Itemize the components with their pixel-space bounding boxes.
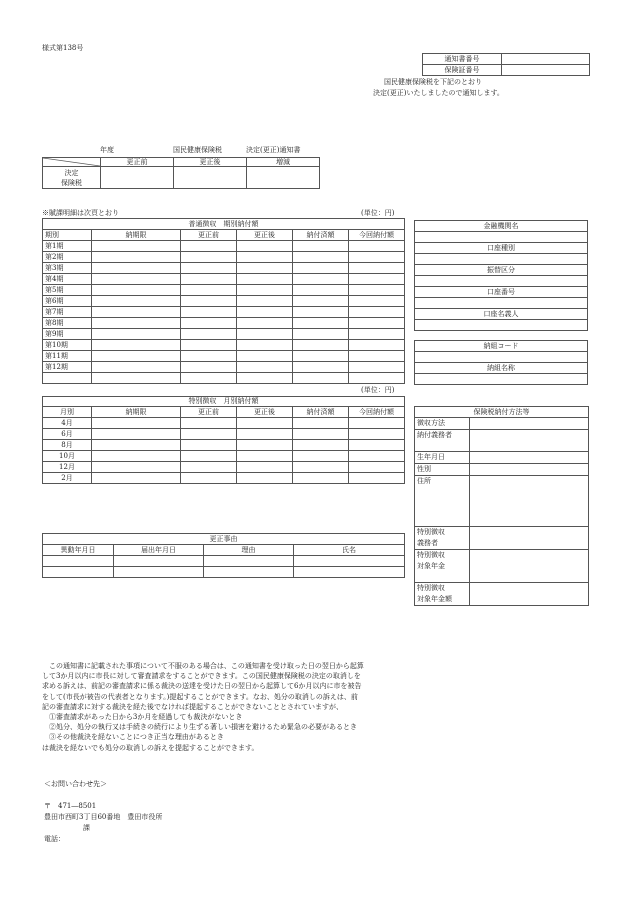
summary-header-after: 更正後 xyxy=(174,158,247,167)
amount-cell xyxy=(181,296,237,307)
amount-cell xyxy=(237,429,293,440)
amount-cell xyxy=(237,318,293,329)
insurance-card-number-row xyxy=(423,65,590,76)
month-label: 8月 xyxy=(43,440,92,451)
amount-cell xyxy=(293,318,349,329)
summary-row-label xyxy=(43,167,101,189)
payment-field-value xyxy=(470,527,589,550)
payment-method-table xyxy=(414,406,589,606)
notice-number-value xyxy=(502,54,590,65)
amount-cell xyxy=(237,451,293,462)
period-row xyxy=(43,362,405,373)
contact-address: 豊田市西町3丁目60番地 豊田市役所 xyxy=(44,813,163,821)
fiscal-year-label: 年度 xyxy=(100,146,114,154)
notice-line-2: 決定(更正)いたしましたので通知します。 xyxy=(373,89,504,97)
summary-value-after xyxy=(174,167,247,189)
period-row xyxy=(43,373,405,384)
appeal-text-line: して3か月以内に市長に対して審査請求をすることができます。この国民健康保険税の決定の取消しを xyxy=(42,672,361,681)
reason-header-row xyxy=(43,545,405,556)
amount-cell xyxy=(181,429,237,440)
payment-field-value xyxy=(470,583,589,606)
amount-cell xyxy=(349,329,405,340)
payment-field-label: 特別徴収 対象年金額 xyxy=(415,583,470,606)
header-name: 氏名 xyxy=(294,545,405,556)
appeal-text-line: ②処分、処分の執行又は手続きの続行により生ずる著しい損害を避けるため緊急の必要があるとき xyxy=(42,723,357,732)
amount-cell xyxy=(92,285,181,296)
amount-cell xyxy=(349,318,405,329)
header-reason: 理由 xyxy=(204,545,294,556)
union-field-label: 納組名称 xyxy=(415,363,588,374)
payment-field-label: 生年月日 xyxy=(415,452,470,464)
bank-field-value xyxy=(415,298,588,309)
special-unit-label: (単位：円) xyxy=(361,386,395,394)
month-row xyxy=(43,473,405,484)
period-label: 第4期 xyxy=(43,274,92,285)
period-row xyxy=(43,307,405,318)
summary-table xyxy=(42,157,320,189)
header-before: 更正前 xyxy=(181,407,237,418)
amount-cell xyxy=(349,418,405,429)
period-row xyxy=(43,351,405,362)
amount-cell xyxy=(181,329,237,340)
amount-cell xyxy=(293,296,349,307)
regular-table-body xyxy=(43,241,405,384)
amount-cell xyxy=(237,418,293,429)
union-value-row xyxy=(415,374,588,385)
insurance-card-number-label: 保険証番号 xyxy=(423,65,502,76)
amount-cell xyxy=(293,263,349,274)
amount-cell xyxy=(293,373,349,384)
payment-field-label: 住所 xyxy=(415,476,470,527)
amount-cell xyxy=(181,263,237,274)
payment-method-row xyxy=(415,550,589,583)
period-label: 第5期 xyxy=(43,285,92,296)
header-paid: 納付済額 xyxy=(293,407,349,418)
amount-cell xyxy=(92,473,181,484)
appeal-notice xyxy=(42,661,364,753)
unit-label: (単位：円) xyxy=(361,209,395,217)
month-label: 2月 xyxy=(43,473,92,484)
union-field-label: 納組コード xyxy=(415,341,588,352)
amount-cell xyxy=(181,307,237,318)
amount-cell xyxy=(237,362,293,373)
appeal-text-line: ③その他裁決を経ないことにつき正当な理由があるとき xyxy=(42,733,224,742)
amount-cell xyxy=(349,373,405,384)
notice-number-label: 通知書番号 xyxy=(423,54,502,65)
period-row xyxy=(43,263,405,274)
breakdown-note: ※賦課明細は次頁とおり xyxy=(42,209,119,217)
regular-header-row xyxy=(43,230,405,241)
amount-cell xyxy=(92,418,181,429)
form-number: 様式第138号 xyxy=(42,44,84,52)
amount-cell xyxy=(237,340,293,351)
bank-field-value xyxy=(415,232,588,243)
payment-method-title-row xyxy=(415,407,589,418)
notice-number-row xyxy=(423,54,590,65)
amount-cell xyxy=(293,274,349,285)
amount-cell xyxy=(92,329,181,340)
amount-cell xyxy=(181,285,237,296)
amount-cell xyxy=(293,462,349,473)
amount-cell xyxy=(92,429,181,440)
special-collection-table xyxy=(42,396,405,484)
bank-field-value xyxy=(415,254,588,265)
bank-label-row xyxy=(415,309,588,320)
payment-method-body xyxy=(415,418,589,606)
amount-cell xyxy=(349,340,405,351)
month-label: 12月 xyxy=(43,462,92,473)
appeal-text-line: は裁決を経ないでも処分の取消しの訴えを提起することができます。 xyxy=(42,743,259,752)
appeal-text-line: をして(市長が被告の代表者となります。)提起することができます。なお、処分の取消しの訴えは、前 xyxy=(42,692,358,701)
payment-method-row xyxy=(415,476,589,527)
amount-cell xyxy=(293,451,349,462)
amount-cell xyxy=(349,252,405,263)
bank-field-label: 口座種別 xyxy=(415,243,588,254)
bank-field-label: 振替区分 xyxy=(415,265,588,276)
summary-value-before xyxy=(101,167,174,189)
correction-reason-table xyxy=(42,533,405,578)
amount-cell xyxy=(92,318,181,329)
diagonal-line-icon xyxy=(43,158,100,166)
amount-cell xyxy=(237,241,293,252)
reason-table-title: 更正事由 xyxy=(43,534,405,545)
amount-cell xyxy=(293,440,349,451)
amount-cell xyxy=(237,252,293,263)
period-label: 第3期 xyxy=(43,263,92,274)
bank-table-body xyxy=(415,221,588,331)
bank-value-row xyxy=(415,320,588,331)
period-row xyxy=(43,285,405,296)
amount-cell xyxy=(237,307,293,318)
special-table-body xyxy=(43,418,405,484)
header-due-date: 納期限 xyxy=(92,407,181,418)
payment-field-label: 納付義務者 xyxy=(415,430,470,452)
amount-cell xyxy=(349,451,405,462)
bank-value-row xyxy=(415,298,588,309)
contact-postal-code: 〒 471―8501 xyxy=(44,802,97,810)
bank-account-table xyxy=(414,220,588,331)
amount-cell xyxy=(349,462,405,473)
union-table-body xyxy=(415,341,588,385)
payment-method-row xyxy=(415,527,589,550)
bank-label-row xyxy=(415,221,588,232)
header-this-payment: 今回納付額 xyxy=(349,230,405,241)
amount-cell xyxy=(181,274,237,285)
period-label: 第9期 xyxy=(43,329,92,340)
payment-method-row xyxy=(415,430,589,452)
amount-cell xyxy=(237,440,293,451)
notice-line-1: 国民健康保険税を下記のとおり xyxy=(384,78,482,86)
payment-field-label: 徴収方法 xyxy=(415,418,470,430)
union-label-row xyxy=(415,363,588,374)
amount-cell xyxy=(349,274,405,285)
amount-cell xyxy=(293,241,349,252)
header-notification-date: 届出年月日 xyxy=(114,545,204,556)
bank-field-label: 口座番号 xyxy=(415,287,588,298)
bank-field-value xyxy=(415,320,588,331)
contact-phone-label: 電話： xyxy=(44,835,65,843)
period-label: 第6期 xyxy=(43,296,92,307)
period-row xyxy=(43,329,405,340)
period-label: 第8期 xyxy=(43,318,92,329)
month-label: 4月 xyxy=(43,418,92,429)
month-row xyxy=(43,429,405,440)
summary-header-row xyxy=(43,158,320,167)
bank-label-row xyxy=(415,287,588,298)
header-change-date: 異動年月日 xyxy=(43,545,114,556)
period-label: 第11期 xyxy=(43,351,92,362)
bank-label-row xyxy=(415,243,588,254)
contact-heading: ＜お問い合わせ先＞ xyxy=(44,780,107,788)
period-row xyxy=(43,318,405,329)
union-label-row xyxy=(415,341,588,352)
amount-cell xyxy=(293,351,349,362)
payment-field-value xyxy=(470,550,589,583)
summary-header-before: 更正前 xyxy=(101,158,174,167)
header-before: 更正前 xyxy=(181,230,237,241)
summary-row-label-line1: 決定 xyxy=(64,168,79,177)
special-title-row xyxy=(43,397,405,407)
amount-cell xyxy=(237,329,293,340)
period-row xyxy=(43,274,405,285)
amount-cell xyxy=(92,351,181,362)
amount-cell xyxy=(349,473,405,484)
month-label: 6月 xyxy=(43,429,92,440)
amount-cell xyxy=(349,296,405,307)
header-after: 更正後 xyxy=(237,407,293,418)
amount-cell xyxy=(181,241,237,252)
union-field-value xyxy=(415,374,588,385)
bank-field-label: 金融機関名 xyxy=(415,221,588,232)
regular-table-title: 普通徴収 期別納付額 xyxy=(43,219,405,230)
payment-field-label: 性別 xyxy=(415,464,470,476)
bank-label-row xyxy=(415,265,588,276)
header-after: 更正後 xyxy=(237,230,293,241)
union-value-row xyxy=(415,352,588,363)
amount-cell xyxy=(293,418,349,429)
payment-field-value xyxy=(470,430,589,452)
reason-row xyxy=(43,556,405,567)
amount-cell xyxy=(349,362,405,373)
payment-field-value xyxy=(470,464,589,476)
id-number-table xyxy=(422,53,590,76)
amount-cell xyxy=(237,285,293,296)
appeal-text-line: ①審査請求があった日から3か月を経過しても裁決がないとき xyxy=(42,713,243,722)
bank-field-value xyxy=(415,276,588,287)
amount-cell xyxy=(181,462,237,473)
period-row xyxy=(43,296,405,307)
regular-title-row xyxy=(43,219,405,230)
period-label xyxy=(43,373,92,384)
amount-cell xyxy=(181,418,237,429)
payment-field-label: 特別徴収 義務者 xyxy=(415,527,470,550)
amount-cell xyxy=(92,263,181,274)
amount-cell xyxy=(92,451,181,462)
bank-value-row xyxy=(415,254,588,265)
amount-cell xyxy=(293,340,349,351)
amount-cell xyxy=(181,362,237,373)
document-title: 決定(更正)通知書 xyxy=(246,146,301,154)
amount-cell xyxy=(293,429,349,440)
contact-department: 課 xyxy=(83,824,90,832)
payment-method-title: 保険税納付方法等 xyxy=(415,407,589,418)
payment-field-value xyxy=(470,476,589,527)
period-label: 第10期 xyxy=(43,340,92,351)
reason-title-row xyxy=(43,534,405,545)
header-paid: 納付済額 xyxy=(293,230,349,241)
period-row xyxy=(43,241,405,252)
summary-header-change: 増減 xyxy=(247,158,320,167)
period-row xyxy=(43,340,405,351)
period-label: 第7期 xyxy=(43,307,92,318)
amount-cell xyxy=(92,296,181,307)
header-this-payment: 今回納付額 xyxy=(349,407,405,418)
special-table-title: 特別徴収 月別納付額 xyxy=(43,397,405,407)
period-row xyxy=(43,252,405,263)
summary-row-label-line2: 保険税 xyxy=(61,178,82,187)
amount-cell xyxy=(181,451,237,462)
amount-cell xyxy=(92,462,181,473)
appeal-text-line: この通知書に記載された事項について不服のある場合は、この通知書を受け取った日の翌日から起算 xyxy=(42,662,364,670)
payment-method-row xyxy=(415,583,589,606)
reason-row xyxy=(43,567,405,578)
bank-value-row xyxy=(415,232,588,243)
amount-cell xyxy=(92,274,181,285)
diagonal-header-cell xyxy=(43,158,101,167)
amount-cell xyxy=(293,252,349,263)
payment-method-row xyxy=(415,464,589,476)
amount-cell xyxy=(349,351,405,362)
period-label: 第12期 xyxy=(43,362,92,373)
amount-cell xyxy=(349,429,405,440)
amount-cell xyxy=(349,241,405,252)
amount-cell xyxy=(349,285,405,296)
tax-name: 国民健康保険税 xyxy=(173,146,222,154)
amount-cell xyxy=(181,252,237,263)
month-row xyxy=(43,418,405,429)
payment-method-row xyxy=(415,452,589,464)
amount-cell xyxy=(92,307,181,318)
insurance-card-number-value xyxy=(502,65,590,76)
amount-cell xyxy=(349,307,405,318)
month-label: 10月 xyxy=(43,451,92,462)
appeal-text-line: 記の審査請求に対する裁決を経た後でなければ提起することができないこととされていますが、 xyxy=(42,702,343,711)
amount-cell xyxy=(293,307,349,318)
period-label: 第1期 xyxy=(43,241,92,252)
amount-cell xyxy=(237,473,293,484)
amount-cell xyxy=(92,373,181,384)
payment-method-row xyxy=(415,418,589,430)
amount-cell xyxy=(92,252,181,263)
amount-cell xyxy=(293,473,349,484)
appeal-text-line: 求める訴えは、前記の審査請求に係る裁決の送達を受けた日の翌日から起算して6か月以内に市を被告 xyxy=(42,682,362,691)
amount-cell xyxy=(237,351,293,362)
tax-union-table xyxy=(414,340,588,385)
amount-cell xyxy=(181,440,237,451)
header-period: 期別 xyxy=(43,230,92,241)
regular-collection-table xyxy=(42,218,405,384)
amount-cell xyxy=(293,362,349,373)
amount-cell xyxy=(181,318,237,329)
payment-field-value xyxy=(470,418,589,430)
amount-cell xyxy=(349,440,405,451)
amount-cell xyxy=(181,373,237,384)
month-row xyxy=(43,462,405,473)
period-label: 第2期 xyxy=(43,252,92,263)
union-field-value xyxy=(415,352,588,363)
header-month: 月別 xyxy=(43,407,92,418)
amount-cell xyxy=(92,340,181,351)
amount-cell xyxy=(237,373,293,384)
amount-cell xyxy=(237,296,293,307)
summary-data-row xyxy=(43,167,320,189)
payment-field-label: 特別徴収 対象年金 xyxy=(415,550,470,583)
amount-cell xyxy=(181,473,237,484)
amount-cell xyxy=(181,351,237,362)
amount-cell xyxy=(237,263,293,274)
amount-cell xyxy=(92,362,181,373)
amount-cell xyxy=(237,274,293,285)
amount-cell xyxy=(181,340,237,351)
bank-value-row xyxy=(415,276,588,287)
month-row xyxy=(43,440,405,451)
month-row xyxy=(43,451,405,462)
amount-cell xyxy=(293,329,349,340)
amount-cell xyxy=(92,241,181,252)
header-due-date: 納期限 xyxy=(92,230,181,241)
amount-cell xyxy=(349,263,405,274)
summary-value-change xyxy=(247,167,320,189)
payment-field-value xyxy=(470,452,589,464)
amount-cell xyxy=(293,285,349,296)
special-header-row xyxy=(43,407,405,418)
amount-cell xyxy=(92,440,181,451)
amount-cell xyxy=(237,462,293,473)
bank-field-label: 口座名義人 xyxy=(415,309,588,320)
